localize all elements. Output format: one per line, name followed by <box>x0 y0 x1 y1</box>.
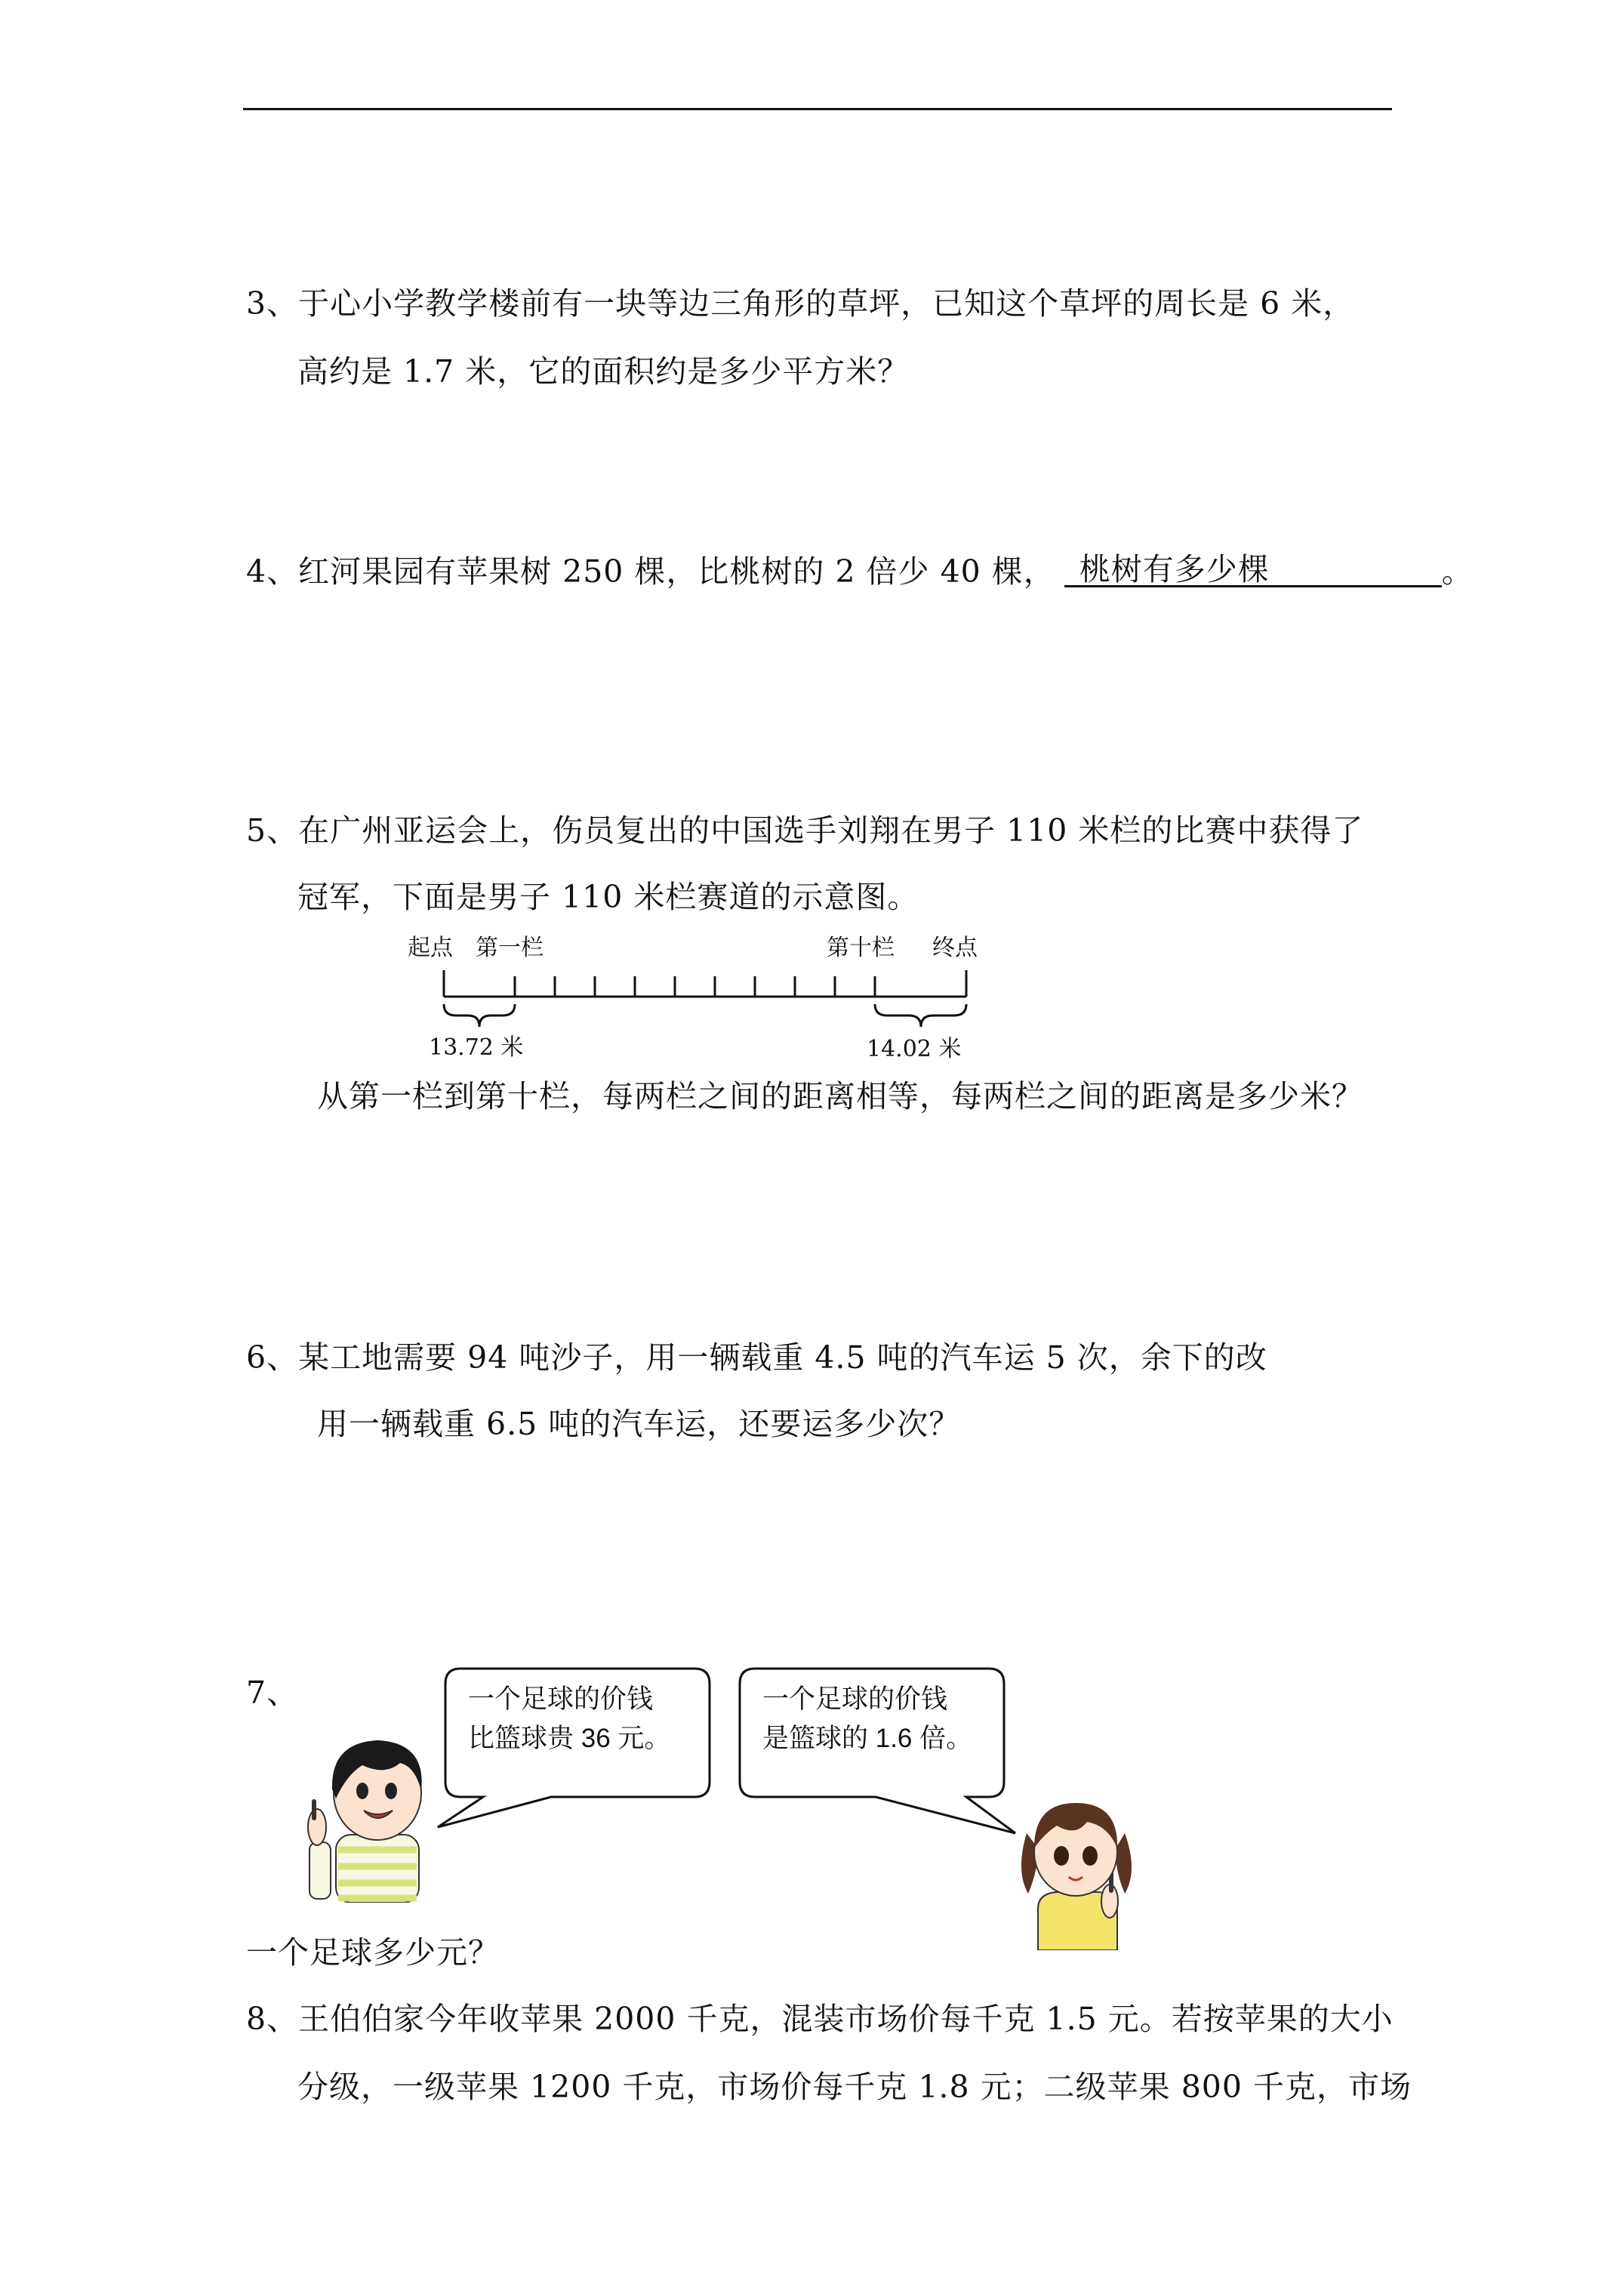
bubble-boy-line-2: 比篮球贵 36 元。 <box>468 1724 671 1753</box>
distance-start: 13.72 米 <box>429 1034 524 1061</box>
question-5-line-1: 5、在广州亚运会上，伤员复出的中国选手刘翔在男子 110 米栏的比赛中获得了 <box>246 812 1364 849</box>
question-3-line-2: 高约是 1.7 米，它的面积约是多少平方米？ <box>297 353 910 390</box>
hurdle-ticks <box>515 976 875 997</box>
question-7-question: 一个足球多少元？ <box>246 1934 500 1971</box>
question-5-line-2: 冠军，下面是男子 110 米栏赛道的示意图。 <box>297 879 919 915</box>
label-finish: 终点 <box>932 935 978 961</box>
bubble-girl-line-1: 一个足球的价钱 <box>762 1684 948 1714</box>
question-4-end: 。 <box>1441 553 1474 590</box>
question-8-line-1: 8、王伯伯家今年收苹果 2000 千克，混装市场价每千克 1.5 元。若按苹果的大小 <box>246 2001 1394 2037</box>
distance-end: 14.02 米 <box>867 1036 962 1062</box>
brace-start <box>444 1004 515 1027</box>
question-5-line-3: 从第一栏到第十栏，每两栏之间的距离相等，每两栏之间的距离是多少米？ <box>317 1078 1363 1114</box>
question-4 <box>246 551 1474 590</box>
question-3-line-1: 3、于心小学教学楼前有一块等边三角形的草坪，已知这个草坪的周长是 6 米， <box>246 285 1355 322</box>
label-first-hurdle: 第一栏 <box>476 935 544 961</box>
label-tenth-hurdle: 第十栏 <box>827 935 895 961</box>
question-8-line-2: 分级，一级苹果 1200 千克，市场价每千克 1.8 元；二级苹果 800 千克，市场 <box>297 2069 1412 2105</box>
question-7-number: 7、 <box>246 1675 299 1711</box>
question-4-text: 4、红河果园有苹果树 250 棵，比桃树的 2 倍少 40 棵， <box>246 553 1055 590</box>
boy-illustration <box>294 1729 438 1903</box>
bubble-girl-text <box>762 1680 972 1758</box>
question-6-line-1: 6、某工地需要 94 吨沙子，用一辆载重 4.5 吨的汽车运 5 次，余下的改 <box>246 1339 1267 1376</box>
label-start: 起点 <box>408 935 453 961</box>
question-6-line-2: 用一辆载重 6.5 吨的汽车运，还要运多少次？ <box>317 1406 961 1442</box>
bubble-boy-line-1: 一个足球的价钱 <box>468 1684 654 1714</box>
hurdle-track-diagram <box>393 925 996 1076</box>
girl-illustration <box>1012 1788 1140 1950</box>
bubble-boy-text <box>468 1680 670 1758</box>
answer-blank[interactable] <box>1064 551 1442 587</box>
header-rule <box>243 108 1392 110</box>
bubble-girl-line-2: 是篮球的 1.6 倍。 <box>762 1724 973 1753</box>
answer-blank-text: 桃树有多少棵 <box>1079 551 1270 587</box>
brace-end <box>875 1004 966 1027</box>
